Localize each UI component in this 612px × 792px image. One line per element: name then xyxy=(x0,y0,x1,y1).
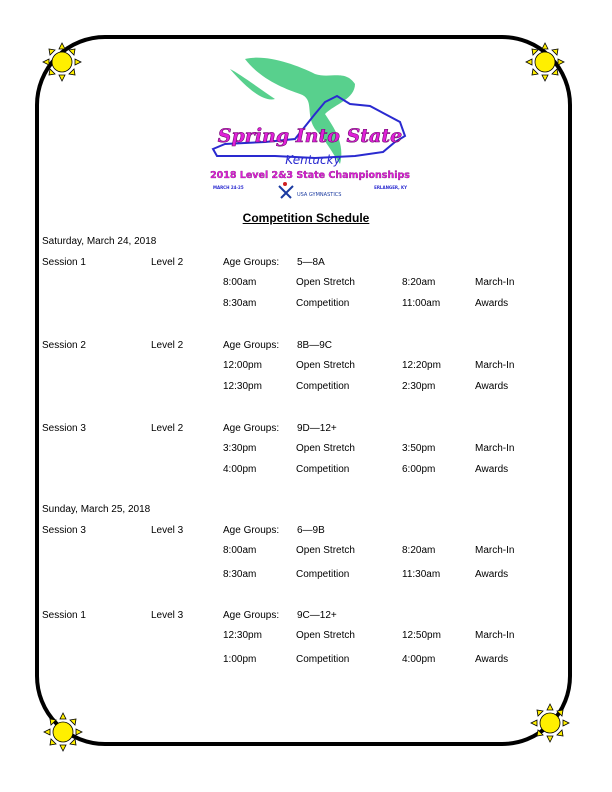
start-time: 8:30am xyxy=(223,569,257,580)
event-name: Competition xyxy=(296,381,350,392)
start-time: 4:00pm xyxy=(402,654,436,665)
event-name: Awards xyxy=(475,654,509,665)
sun-icon xyxy=(530,703,570,743)
event-name: Awards xyxy=(475,464,509,475)
gymnast-figure xyxy=(230,58,355,164)
logo-location: ERLANGER, KY xyxy=(374,185,407,190)
event-name: Competition xyxy=(296,654,350,665)
usa-gymnastics-icon xyxy=(279,182,293,198)
age-groups-label: Age Groups: xyxy=(223,257,280,268)
championship-logo xyxy=(205,44,415,204)
sun-icon xyxy=(42,42,82,82)
session-label: Session 1 xyxy=(42,610,86,621)
age-groups-label: Age Groups: xyxy=(223,525,280,536)
start-time: 3:50pm xyxy=(402,443,436,454)
event-name: Awards xyxy=(475,298,509,309)
event-name: Competition xyxy=(296,569,350,580)
session-label: Session 3 xyxy=(42,525,86,536)
age-groups-label: Age Groups: xyxy=(223,340,280,351)
start-time: 2:30pm xyxy=(402,381,436,392)
event-name: Awards xyxy=(475,381,509,392)
level-label: Level 2 xyxy=(151,257,184,268)
age-groups-value: 5—8A xyxy=(297,257,325,268)
event-name: Open Stretch xyxy=(296,277,355,288)
level-label: Level 2 xyxy=(151,423,184,434)
start-time: 3:30pm xyxy=(223,443,257,454)
day-heading: Sunday, March 25, 2018 xyxy=(42,504,151,515)
event-name: Open Stretch xyxy=(296,443,355,454)
event-name: March-In xyxy=(475,545,515,556)
day-heading: Saturday, March 24, 2018 xyxy=(42,236,157,247)
sun-icon xyxy=(43,712,83,752)
start-time: 6:00pm xyxy=(402,464,436,475)
level-label: Level 3 xyxy=(151,525,184,536)
session-label: Session 3 xyxy=(42,423,86,434)
event-name: Competition xyxy=(296,464,350,475)
event-name: March-In xyxy=(475,277,515,288)
logo-headline: Spring Into State xyxy=(217,125,403,147)
start-time: 12:50pm xyxy=(402,630,441,641)
event-name: Open Stretch xyxy=(296,360,355,371)
age-groups-label: Age Groups: xyxy=(223,423,280,434)
start-time: 12:00pm xyxy=(223,360,262,371)
start-time: 8:30am xyxy=(223,298,257,309)
start-time: 4:00pm xyxy=(223,464,257,475)
logo-dates: MARCH 24-25 xyxy=(213,185,244,190)
event-name: Open Stretch xyxy=(296,545,355,556)
event-name: Competition xyxy=(296,298,350,309)
event-name: March-In xyxy=(475,443,515,454)
session-label: Session 1 xyxy=(42,257,86,268)
page-title: Competition Schedule xyxy=(242,211,370,225)
event-name: Awards xyxy=(475,569,509,580)
age-groups-value: 9D—12+ xyxy=(297,423,337,434)
age-groups-value: 6—9B xyxy=(297,525,325,536)
level-label: Level 2 xyxy=(151,340,184,351)
logo-state: Kentucky xyxy=(285,153,341,167)
start-time: 8:00am xyxy=(223,545,257,556)
start-time: 12:20pm xyxy=(402,360,441,371)
start-time: 1:00pm xyxy=(223,654,257,665)
start-time: 8:20am xyxy=(402,545,436,556)
start-time: 11:30am xyxy=(402,569,441,580)
event-name: March-In xyxy=(475,360,515,371)
age-groups-value: 8B—9C xyxy=(297,340,333,351)
level-label: Level 3 xyxy=(151,610,184,621)
start-time: 12:30pm xyxy=(223,381,262,392)
age-groups-value: 9C—12+ xyxy=(297,610,337,621)
logo-sponsor: USA GYMNASTICS xyxy=(297,192,342,198)
sun-icon xyxy=(525,42,565,82)
age-groups-label: Age Groups: xyxy=(223,610,280,621)
start-time: 12:30pm xyxy=(223,630,262,641)
event-name: Open Stretch xyxy=(296,630,355,641)
session-label: Session 2 xyxy=(42,340,86,351)
start-time: 8:20am xyxy=(402,277,436,288)
start-time: 11:00am xyxy=(402,298,441,309)
logo-subtitle: 2018 Level 2&3 State Championships xyxy=(210,170,410,181)
start-time: 8:00am xyxy=(223,277,257,288)
event-name: March-In xyxy=(475,630,515,641)
